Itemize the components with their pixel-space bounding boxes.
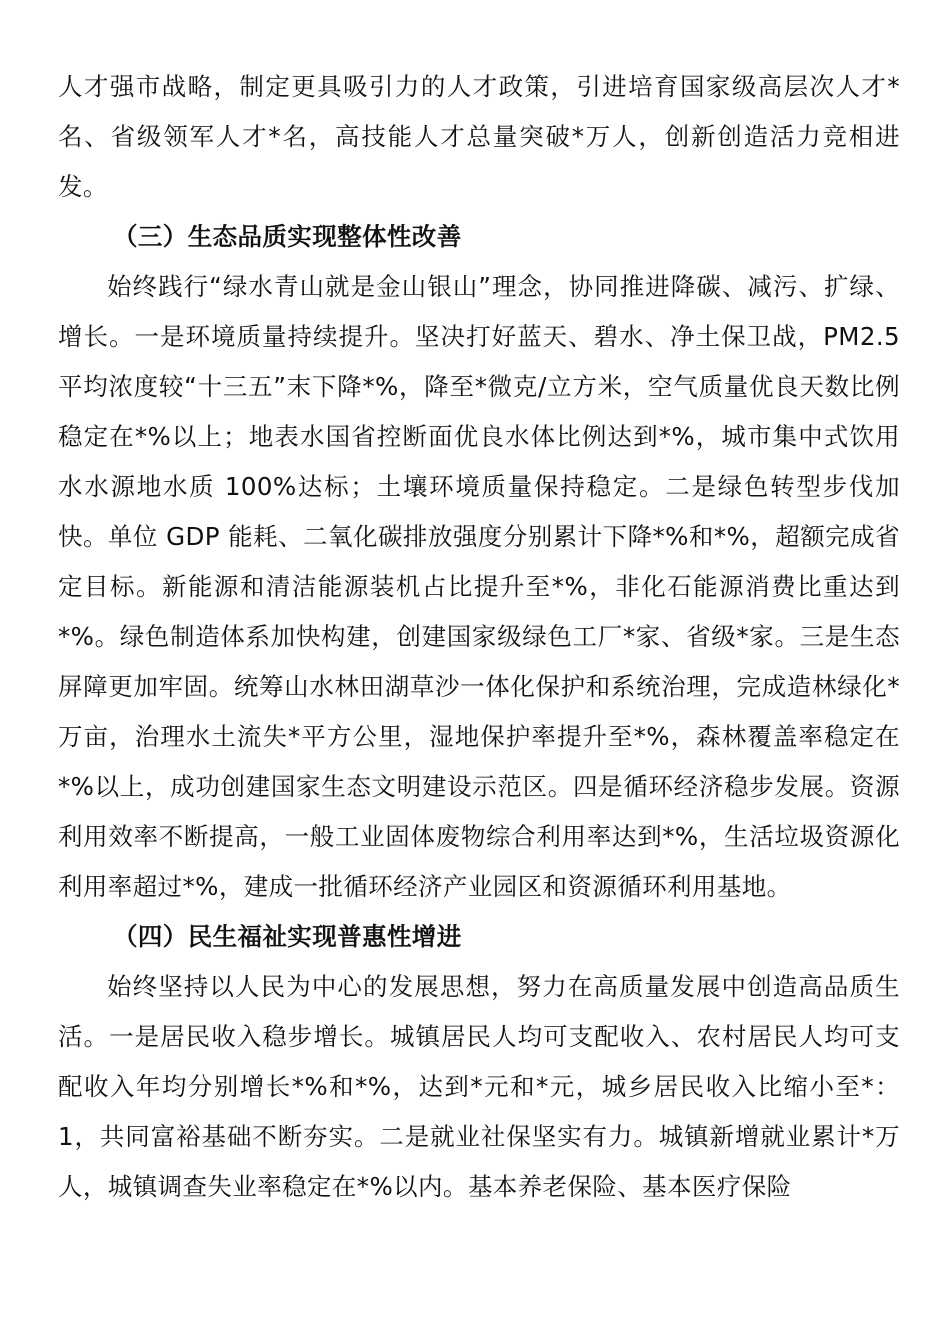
paragraph-livelihood: 始终坚持以人民为中心的发展思想，努力在高质量发展中创造高品质生活。一是居民收入稳步增长。城镇居民人均可支配收入、农村居民人均可支配收入年均分别增长*%和*%，达到*元和*元，城乡居民收入比缩小至*：1，共同富裕基础不断夯实。二是就业社保坚实有力。城镇新增就业累计*万人，城镇调查失业率稳定在*%以内。基本养老保险、基本医疗保险 [58,972,900,1201]
paragraph-ecology: 始终践行“绿水青山就是金山银山”理念，协同推进降碳、减污、扩绿、增长。一是环境质量持续提升。坚决打好蓝天、碧水、净土保卫战，PM2.5 平均浓度较“十三五”末下降*%，降至*微克/立方米，空气质量优良天数比例稳定在*%以上；地表水国省控断面优良水体比例达到*%，城市集中式饮用水水源地水质 100%达标；土壤环境质量保持稳定。二是绿色转型步伐加快。单位 GDP 能耗、二氧化碳排放强度分别累计下降*%和*%，超额完成省定目标。新能源和清洁能源装机占比提升至*%，非化石能源消费比重达到*%。绿色制造体系加快构建，创建国家级绿色工厂*家、省级*家。三是生态屏障更加牢固。统筹山水林田湖草沙一体化保护和系统治理，完成造林绿化*万亩，治理水土流失*平方公里，湿地保护率提升至*%，森林覆盖率稳定在*%以上，成功创建国家生态文明建设示范区。四是循环经济稳步发展。资源利用效率不断提高，一般工业固体废物综合利用率达到*%，生活垃圾资源化利用率超过*%，建成一批循环经济产业园区和资源循环利用基地。 [58,272,900,901]
section-heading-livelihood: （四）民生福祉实现普惠性增进 [113,922,462,951]
section-heading-ecology: （三）生态品质实现整体性改善 [113,222,462,251]
paragraph-talent-strategy: 人才强市战略，制定更具吸引力的人才政策，引进培育国家级高层次人才*名、省级领军人才*名，高技能人才总量突破*万人，创新创造活力竞相进发。 [58,72,900,201]
document-page [58,62,900,1212]
